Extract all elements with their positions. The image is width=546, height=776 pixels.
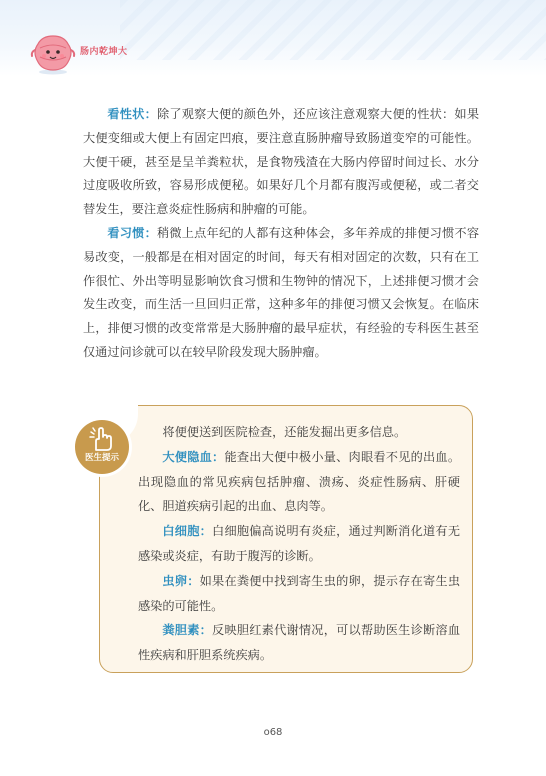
paragraph-habit	[83, 222, 479, 365]
paragraph-appearance	[83, 103, 479, 222]
hand-pointing-icon	[88, 426, 116, 452]
header-pattern	[120, 0, 546, 60]
tip-keyword-occult-blood: 大便隐血：	[162, 449, 225, 464]
book-title: 肠内乾坤大	[80, 47, 128, 57]
doctor-tip-text	[138, 420, 460, 668]
tip-intro: 将便便送到医院检查，还能发掘出更多信息。	[162, 425, 407, 439]
keyword-habit: 看习惯：	[107, 225, 157, 240]
tip-item-parasite-eggs-body: 如果在粪便中找到寄生虫的卵，提示存在寄生虫感染的可能性。	[138, 573, 461, 613]
tip-item-parasite-eggs	[138, 569, 460, 619]
tip-item-white-cells-body: 白细胞偏高说明有炎症，通过判断消化道有无感染或炎症，有助于腹泻的诊断。	[138, 524, 461, 563]
tip-keyword-parasite-eggs: 虫卵：	[162, 573, 200, 588]
page-number: o68	[263, 727, 283, 738]
header-band	[0, 0, 546, 76]
tip-keyword-stercobilin: 粪胆素：	[162, 623, 213, 638]
doctor-tip-badge	[75, 420, 129, 474]
keyword-appearance: 看性状：	[107, 107, 157, 121]
tip-item-stercobilin-body: 反映胆红素代谢情况，可以帮助医生诊断溶血性疾病和肝胆系统疾病。	[138, 623, 461, 663]
tip-keyword-white-cells: 白细胞：	[162, 524, 213, 539]
doctor-tip-label: 医生提示	[84, 453, 119, 463]
tip-item-occult-blood-body: 能查出大便中极小量、肉眼看不见的出血。出现隐血的常见疾病包括肿瘤、溃疡、炎症性肠病、肝硬化、胆道疾病引起的出血、息肉等。	[138, 449, 461, 514]
main-text	[83, 103, 479, 365]
paragraph-appearance-body: 除了观察大便的颜色外，还应该注意观察大便的性状：如果大便变细或大便上有固定凹痕，要注意直肠肿瘤导致肠道变窄的可能性。大便干硬，甚至是呈羊粪粒状，是食物残渣在大肠内停留时间过长、水分过度吸收所致，容易形成便秘。如果好几个月都有腹泻或便秘，或二者交替发生，要注意炎症性肠病和肿瘤的可能。	[83, 107, 480, 217]
intestine-mascot-icon	[28, 30, 78, 76]
tip-item-white-cells	[138, 519, 460, 569]
paragraph-habit-body: 稍微上点年纪的人都有这种体会，多年养成的排便习惯不容易改变，一般都是在相对固定的时间，每天有相对固定的次数，只有在工作很忙、外出等明显影响饮食习惯和生物钟的情况下，上述排便习惯才会发生改变，而生活一旦回归正常，这种多年的排便习惯又会恢复。在临床上，排便习惯的改变常常是大肠肿瘤的最早症状，有经验的专科医生甚至仅通过问诊就可以在较早阶段发现大肠肿瘤。	[83, 225, 480, 359]
tip-item-occult-blood	[138, 445, 460, 519]
tip-item-stercobilin	[138, 618, 460, 668]
